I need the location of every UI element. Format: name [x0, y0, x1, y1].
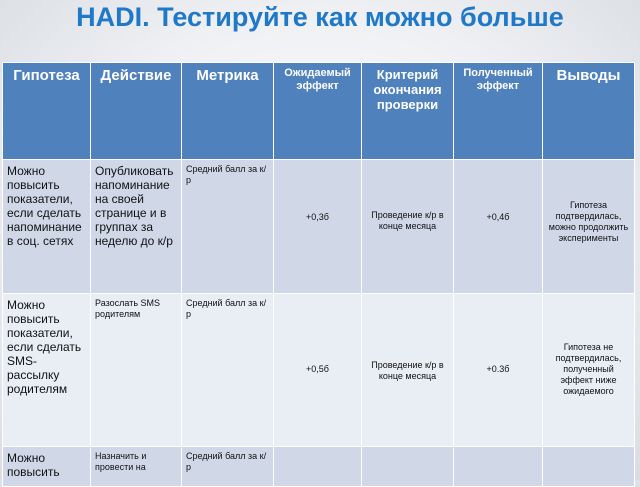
header-expected: Ожидаемый эффект [274, 63, 362, 160]
cell-metric: Средний балл за к/р [182, 447, 274, 487]
slide-title: HADI. Тестируйте как можно больше [76, 2, 564, 32]
cell-action: Разослать SMS родителям [91, 294, 182, 447]
table-row [3, 294, 635, 447]
header-metric: Метрика [182, 63, 274, 160]
cell-criterion: Проведение к/р в конце месяца [362, 294, 454, 447]
header-conclusion: Выводы [543, 63, 635, 160]
header-hypothesis: Гипотеза [3, 63, 91, 160]
cell-expected: +0,3б [274, 160, 362, 294]
cell-action: Назначить и провести на [91, 447, 182, 487]
cell-hypothesis: Можно повысить показатели, если сделать SMS-рассылку родителям [3, 294, 91, 447]
cell-expected: +0,5б [274, 294, 362, 447]
cell-result: +0.3б [454, 294, 543, 447]
cell-conclusion: Гипотеза подтвердилась, можно продолжить эксперименты [543, 160, 635, 294]
table-header-row [3, 63, 635, 160]
cell-hypothesis: Можно повысить показатели, если сделать напоминание в соц. сетях [3, 160, 91, 294]
cell-criterion: Проведение к/р в конце месяца [362, 160, 454, 294]
header-action: Действие [91, 63, 182, 160]
table-row [3, 447, 635, 487]
header-result: Полученный эффект [454, 63, 543, 160]
cell-metric: Средний балл за к/р [182, 294, 274, 447]
cell-action: Опубликовать напоминание на своей странице и в группах за неделю до к/р [91, 160, 182, 294]
table-row [3, 160, 635, 294]
header-criterion: Критерий окончания проверки [362, 63, 454, 160]
cell-hypothesis: Можно повысить [3, 447, 91, 487]
cell-result [454, 447, 543, 487]
cell-criterion [362, 447, 454, 487]
cell-result: +0,4б [454, 160, 543, 294]
hadi-table [2, 62, 635, 487]
cell-conclusion: Гипотеза не подтвердилась, полученный эффект ниже ожидаемого [543, 294, 635, 447]
cell-conclusion [543, 447, 635, 487]
cell-metric: Средний балл за к/р [182, 160, 274, 294]
cell-expected [274, 447, 362, 487]
